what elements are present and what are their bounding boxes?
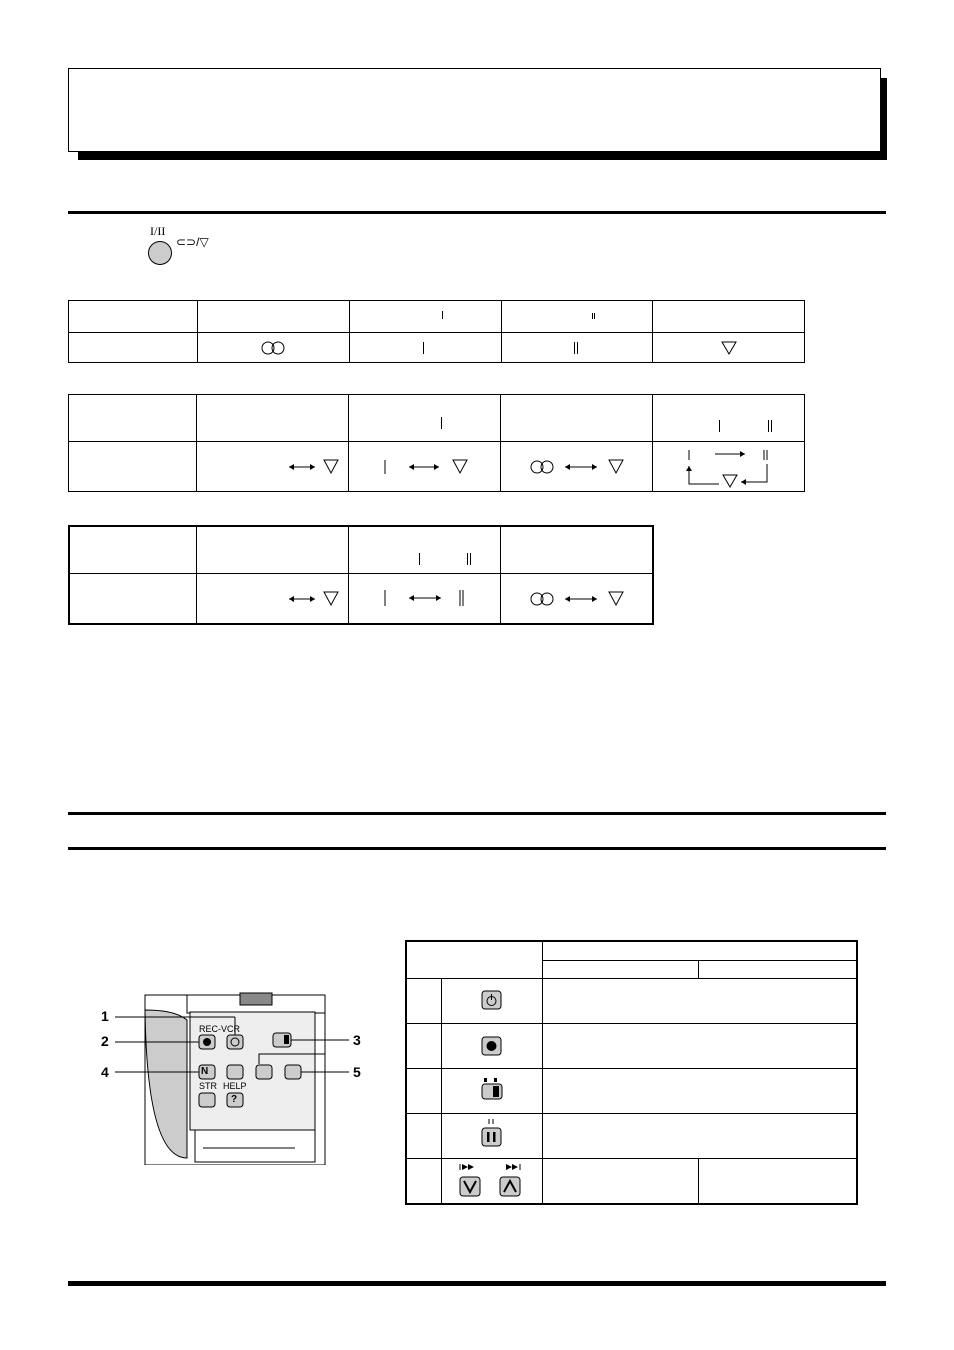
button-function-table xyxy=(405,940,858,1205)
pause-icon xyxy=(441,1113,542,1158)
power-icon xyxy=(441,978,542,1023)
callout-3: 3 xyxy=(353,1032,361,1048)
help-button-label: ? xyxy=(231,1094,238,1105)
row-number xyxy=(406,1023,441,1068)
str-label: STR xyxy=(199,1081,217,1091)
switch-arrow-i-ii xyxy=(349,573,501,624)
row-number xyxy=(406,1158,441,1204)
switch-arrow-mono-3 xyxy=(197,573,349,624)
help-label: HELP xyxy=(223,1081,247,1091)
callout-1: 1 xyxy=(101,1008,109,1024)
rec-vcr-label: REC-VCR xyxy=(199,1024,241,1034)
row-number xyxy=(406,978,441,1023)
row-number xyxy=(406,1068,441,1113)
switch-arrow-i-mono xyxy=(349,442,501,492)
record-icon xyxy=(441,1023,542,1068)
title-box xyxy=(68,68,881,152)
cycle-arrow-i-ii-mono xyxy=(653,442,805,492)
audio-button[interactable] xyxy=(138,224,218,268)
row-number xyxy=(406,1113,441,1158)
switch-arrow-stereo-mono-3 xyxy=(501,573,654,624)
skip-buttons-icon xyxy=(441,1158,542,1204)
mono-icon xyxy=(652,333,804,363)
callout-5: 5 xyxy=(353,1064,361,1080)
audio-table-1 xyxy=(68,300,805,363)
switch-arrow-mono xyxy=(197,442,349,492)
footer-rule xyxy=(68,1281,886,1286)
tv-vcr-icon xyxy=(441,1068,542,1113)
stereo-mono-glyph: ⊂⊃/▽ xyxy=(176,235,209,249)
audio-button-label: I/II xyxy=(150,224,166,238)
callout-2: 2 xyxy=(101,1033,109,1049)
stereo-icon xyxy=(198,333,350,363)
switch-arrow-stereo-mono xyxy=(501,442,653,492)
audio-table-2 xyxy=(68,394,805,492)
section-rule-bottom xyxy=(68,847,886,850)
callout-4: 4 xyxy=(101,1064,109,1080)
remote-illustration xyxy=(95,990,385,1165)
n-button-label: N xyxy=(201,1066,209,1077)
round-button-icon xyxy=(148,241,172,265)
section-rule-top xyxy=(68,812,886,815)
section-rule xyxy=(68,211,886,214)
audio-table-3 xyxy=(68,525,654,625)
